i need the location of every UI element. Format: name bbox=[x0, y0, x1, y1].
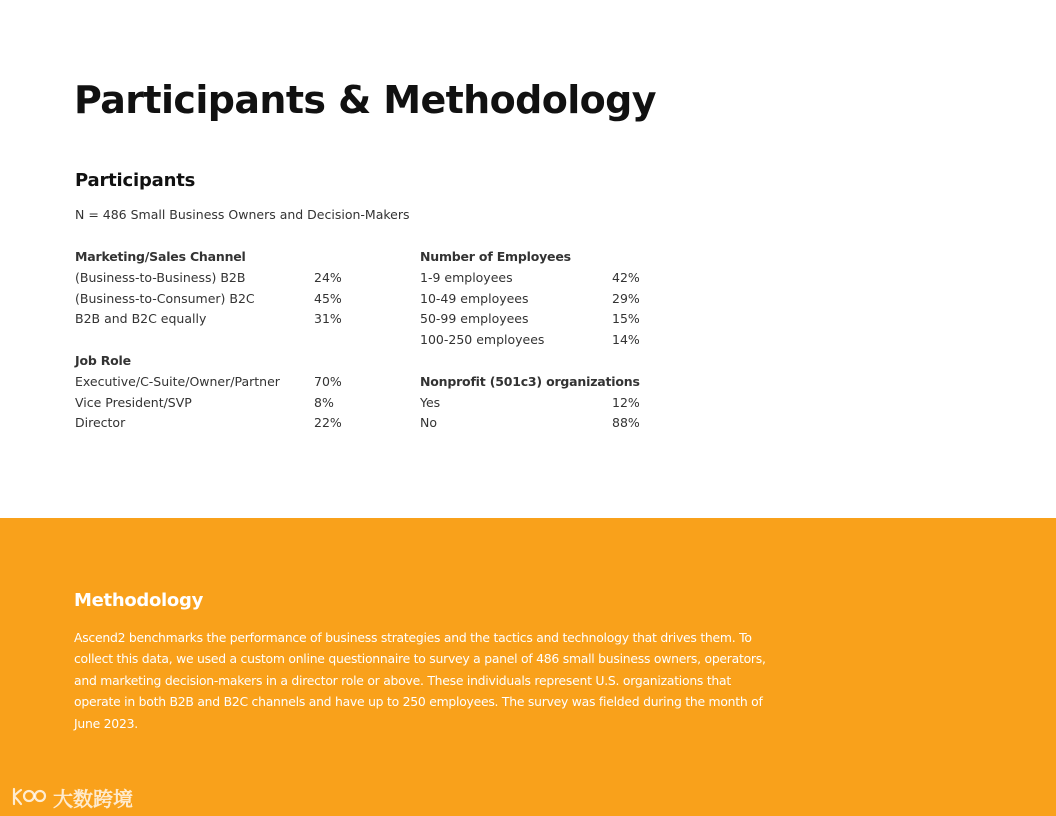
methodology-section bbox=[0, 518, 1056, 816]
table-row bbox=[420, 332, 680, 353]
group-title: Job Role bbox=[75, 352, 131, 368]
row-value: 15% bbox=[612, 311, 640, 327]
participants-heading: Participants bbox=[75, 170, 196, 191]
watermark-logo-icon bbox=[8, 786, 48, 808]
row-label: Executive/C-Suite/Owner/Partner bbox=[75, 373, 280, 389]
group-title: Number of Employees bbox=[420, 249, 571, 264]
group-title: Marketing/Sales Channel bbox=[75, 249, 246, 264]
row-value: 31% bbox=[314, 311, 342, 327]
table-row bbox=[75, 415, 375, 436]
row-label: Director bbox=[75, 415, 126, 431]
participants-left-column bbox=[75, 249, 375, 457]
row-label: 1-9 employees bbox=[420, 269, 513, 285]
group-job-role bbox=[75, 353, 375, 436]
participants-right-column bbox=[420, 249, 680, 457]
row-value: 24% bbox=[314, 269, 342, 285]
methodology-text: Ascend2 benchmarks the performance of business strategies and the tactics and technology that drives them. To collect this data, we used a custom online questionnaire to survey a panel of 486 small business owners, operators, and marketing decision-makers in a director role or above. These individuals represent U.S. organizations that operate in both B2B and B2C channels and have up to 250 employees. The survey was fielded during the month of June 2023. bbox=[74, 630, 766, 731]
row-label: B2B and B2C equally bbox=[75, 311, 207, 327]
table-row bbox=[420, 415, 680, 436]
row-value: 29% bbox=[612, 290, 640, 306]
page-title: Participants & Methodology bbox=[74, 78, 656, 122]
row-label: Vice President/SVP bbox=[75, 394, 192, 410]
table-row bbox=[75, 270, 375, 291]
group-nonprofit bbox=[420, 374, 680, 436]
group-marketing-sales-channel bbox=[75, 249, 375, 332]
row-value: 14% bbox=[612, 332, 640, 348]
table-row bbox=[75, 395, 375, 416]
row-value: 22% bbox=[314, 415, 342, 431]
row-value: 45% bbox=[314, 290, 342, 306]
table-row bbox=[75, 291, 375, 312]
table-row bbox=[75, 311, 375, 332]
table-row bbox=[75, 374, 375, 395]
row-value: 12% bbox=[612, 394, 640, 410]
row-label: 10-49 employees bbox=[420, 290, 529, 306]
methodology-heading: Methodology bbox=[74, 590, 204, 611]
row-label: Yes bbox=[420, 394, 441, 410]
row-label: No bbox=[420, 415, 437, 431]
table-row bbox=[420, 291, 680, 312]
row-label: 100-250 employees bbox=[420, 332, 545, 348]
sample-size-text: N = 486 Small Business Owners and Decision-Makers bbox=[75, 207, 410, 222]
row-value: 88% bbox=[612, 415, 640, 431]
row-label: 50-99 employees bbox=[420, 311, 529, 327]
row-label: (Business-to-Consumer) B2C bbox=[75, 290, 255, 306]
table-row bbox=[420, 311, 680, 332]
row-value: 70% bbox=[314, 373, 342, 389]
table-row bbox=[420, 270, 680, 291]
table-row bbox=[420, 395, 680, 416]
group-title: Nonprofit (501c3) organizations bbox=[420, 373, 640, 389]
row-label: (Business-to-Business) B2B bbox=[75, 269, 246, 285]
group-number-of-employees bbox=[420, 249, 680, 353]
watermark bbox=[8, 782, 133, 812]
row-value: 8% bbox=[314, 394, 334, 410]
row-value: 42% bbox=[612, 269, 640, 285]
watermark-text: 大数跨境 bbox=[53, 786, 133, 811]
